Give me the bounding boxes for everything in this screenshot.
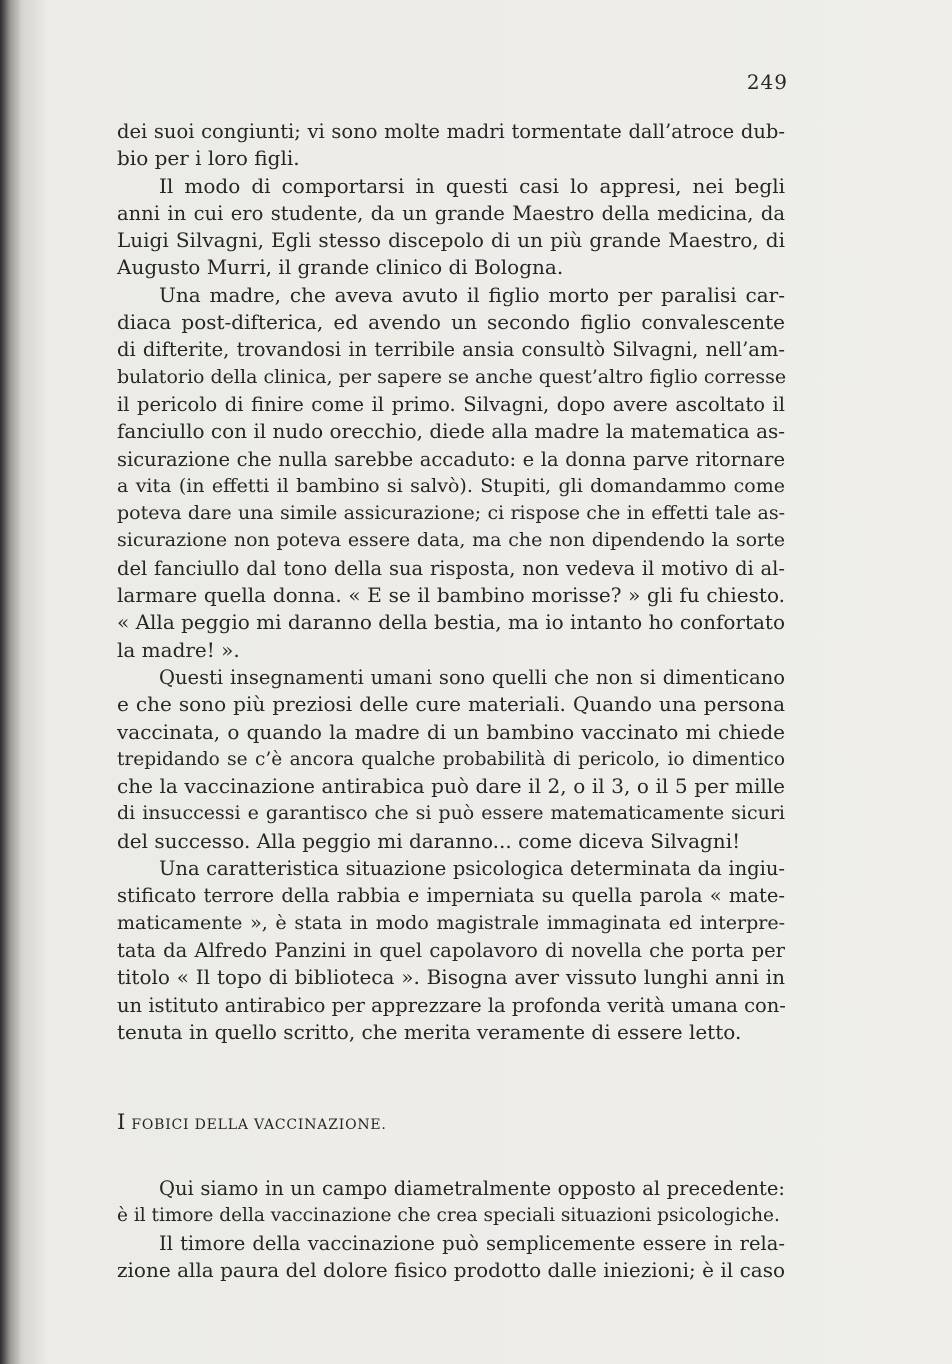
text-line: di insuccessi e garantisco che si può essere matematicamente sicuri (117, 802, 785, 825)
text-line: titolo « Il topo di biblioteca ». Bisogna aver vissuto lunghi anni in (117, 965, 785, 990)
text-line: zione alla paura del dolore fisico prodotto dalle iniezioni; è il caso (117, 1257, 785, 1282)
text-line: maticamente », è stata in modo magistrale immaginata ed interpre- (117, 911, 785, 934)
paragraph-4 (117, 664, 785, 855)
section-heading-text: FOBICI DELLA VACCINAZIONE. (131, 1117, 387, 1134)
text-line: fanciullo con il nudo orecchio, diede alla madre la matematica as- (117, 419, 786, 444)
text-line: diaca post-difterica, ed avendo un secondo figlio convalescente (117, 310, 785, 335)
text-line: Una caratteristica situazione psicologica determinata da ingiu- (159, 857, 785, 881)
text-line: Qui siamo in un campo diametralmente opposto al precedente: (159, 1177, 785, 1201)
text-line: sicurazione che nulla sarebbe accaduto: e la donna parve ritornare (117, 447, 785, 471)
text-line: del fanciullo dal tono della sua risposta, non vedeva il motivo di al- (117, 556, 785, 580)
text-line: un istituto antirabico per apprezzare la profonda verità umana con- (117, 993, 786, 1017)
paragraph-7 (117, 1230, 785, 1285)
text-line: e che sono più preziosi delle cure materiali. Quando una persona (117, 692, 785, 717)
text-line: il pericolo di finire come il primo. Silvagni, dopo avere ascoltato il (117, 392, 785, 416)
text-line: tata da Alfredo Panzini in quel capolavoro di novella che porta per (117, 938, 785, 962)
text-line: bulatorio della clinica, per sapere se anche quest’altro figlio corresse (117, 365, 787, 388)
text-line: di difterite, trovandosi in terribile ansia consultò Silvagni, nell’am- (117, 338, 785, 362)
paragraph-6 (117, 1175, 785, 1230)
text-line: Luigi Silvagni, Egli stesso discepolo di un più grande Maestro, di (117, 228, 785, 253)
paragraph-5 (117, 855, 785, 1046)
text-line: anni in cui ero studente, da un grande Maestro della medicina, da (117, 201, 785, 225)
text-line: del successo. Alla peggio mi daranno... come diceva Silvagni! (117, 828, 741, 853)
text-line: vaccinata, o quando la madre di un bambino vaccinato mi chiede (117, 719, 785, 744)
text-line: dei suoi congiunti; vi sono molte madri tormentate dall’atroce dub- (117, 120, 785, 143)
text-line: Il timore della vaccinazione può semplicemente essere in rela- (159, 1231, 785, 1255)
paragraph-2 (117, 173, 785, 282)
text-line: sicurazione non poteva essere data, ma che non dipendendo la sorte (117, 529, 785, 552)
page-number: 249 (746, 70, 788, 94)
section-heading-initial: I (117, 1110, 126, 1135)
text-line: Questi insegnamenti umani sono quelli che non si dimenticano (159, 665, 785, 689)
text-line: poteva dare una simile assicurazione; ci rispose che in effetti tale as- (117, 502, 785, 525)
text-line: stificato terrore della rabbia e imperniata su quella parola « mate- (117, 884, 785, 908)
paragraph-3 (117, 282, 785, 664)
text-line: Il modo di comportarsi in questi casi lo appresi, nei begli (159, 173, 785, 198)
text-line: che la vaccinazione antirabica può dare il 2, o il 3, o il 5 per mille (117, 774, 785, 799)
paragraph-1 (117, 118, 785, 173)
text-line: tenuta in quello scritto, che merita veramente di essere letto. (117, 1019, 742, 1044)
section-heading (117, 1110, 785, 1137)
text-line: trepidando se c’è ancora qualche probabilità di pericolo, io dimentico (117, 748, 785, 770)
text-line: la madre! ». (117, 637, 240, 662)
text-line: Augusto Murri, il grande clinico di Bologna. (117, 255, 564, 280)
page-body (117, 118, 785, 1284)
text-line: larmare quella donna. « E se il bambino morisse? » gli fu chiesto. (117, 583, 785, 608)
text-line: Una madre, che aveva avuto il figlio morto per paralisi car- (159, 282, 785, 307)
text-line: è il timore della vaccinazione che crea speciali situazioni psicologiche. (117, 1205, 780, 1227)
text-line: bio per i loro figli. (117, 146, 300, 171)
text-line: « Alla peggio mi daranno della bestia, ma io intanto ho confortato (117, 610, 785, 635)
text-line: a vita (in effetti il bambino si salvò). Stupiti, gli domandammo come (117, 474, 785, 497)
